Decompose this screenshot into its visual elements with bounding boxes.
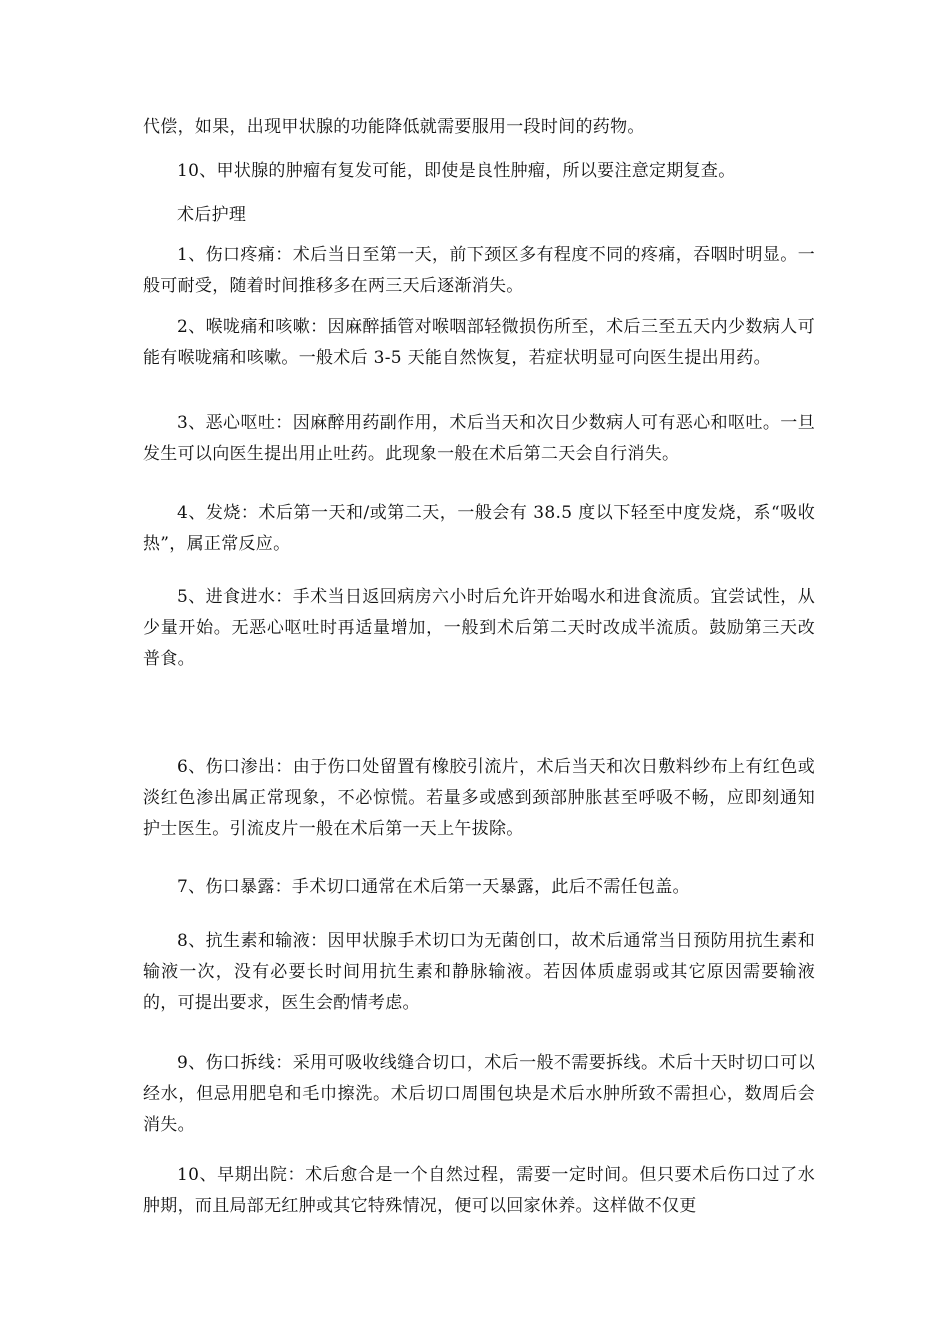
paragraph-suture-removal: 9、伤口拆线：采用可吸收线缝合切口，术后一般不需要拆线。术后十天时切口可以经水，但忌用肥皂和毛巾擦洗。术后切口周围包块是术后水肿所致不需担心，数周后会消失。 bbox=[143, 1053, 815, 1135]
paragraph-early-discharge: 10、早期出院：术后愈合是一个自然过程，需要一定时间。但只要术后伤口过了水肿期，而且局部无红肿或其它特殊情况，便可以回家休养。这样做不仅更 bbox=[143, 1165, 815, 1216]
paragraph-fever: 4、发烧：术后第一天和/或第二天，一般会有 38.5 度以下轻至中度发烧，系“吸收热”，属正常反应。 bbox=[143, 503, 815, 554]
paragraph-continuation: 代偿，如果，出现甲状腺的功能降低就需要服用一段时间的药物。 bbox=[143, 117, 645, 137]
paragraph-item-10-recurrence: 10、甲状腺的肿瘤有复发可能，即使是良性肿瘤，所以要注意定期复查。 bbox=[177, 161, 736, 181]
paragraph-wound-exposure: 7、伤口暴露：手术切口通常在术后第一天暴露，此后不需任包盖。 bbox=[177, 877, 690, 897]
paragraph-antibiotics-infusion: 8、抗生素和输液：因甲状腺手术切口为无菌创口，故术后通常当日预防用抗生素和输液一次，没有必要长时间用抗生素和静脉输液。若因体质虚弱或其它原因需要输液的，可提出要求，医生会酌情考虑。 bbox=[143, 931, 815, 1013]
section-heading-postop-care: 术后护理 bbox=[177, 205, 247, 225]
paragraph-eating-drinking: 5、进食进水：手术当日返回病房六小时后允许开始喝水和进食流质。宜尝试性，从少量开始。无恶心呕吐时再适量增加，一般到术后第二天时改成半流质。鼓励第三天改普食。 bbox=[143, 587, 815, 669]
paragraph-wound-exudate: 6、伤口渗出：由于伤口处留置有橡胶引流片，术后当天和次日敷料纱布上有红色或淡红色渗出属正常现象，不必惊慌。若量多或感到颈部肿胀甚至呼吸不畅，应即刻通知护士医生。引流皮片一般在术后第一天上午拔除。 bbox=[143, 757, 815, 839]
paragraph-wound-pain: 1、伤口疼痛：术后当日至第一天，前下颈区多有程度不同的疼痛，吞咽时明显。一般可耐受，随着时间推移多在两三天后逐渐消失。 bbox=[143, 245, 815, 296]
paragraph-nausea-vomiting: 3、恶心呕吐：因麻醉用药副作用，术后当天和次日少数病人可有恶心和呕吐。一旦发生可以向医生提出用止吐药。此现象一般在术后第二天会自行消失。 bbox=[143, 413, 815, 464]
paragraph-sore-throat-cough: 2、喉咙痛和咳嗽：因麻醉插管对喉咽部轻微损伤所至，术后三至五天内少数病人可能有喉咙痛和咳嗽。一般术后 3-5 天能自然恢复，若症状明显可向医生提出用药。 bbox=[143, 317, 815, 368]
